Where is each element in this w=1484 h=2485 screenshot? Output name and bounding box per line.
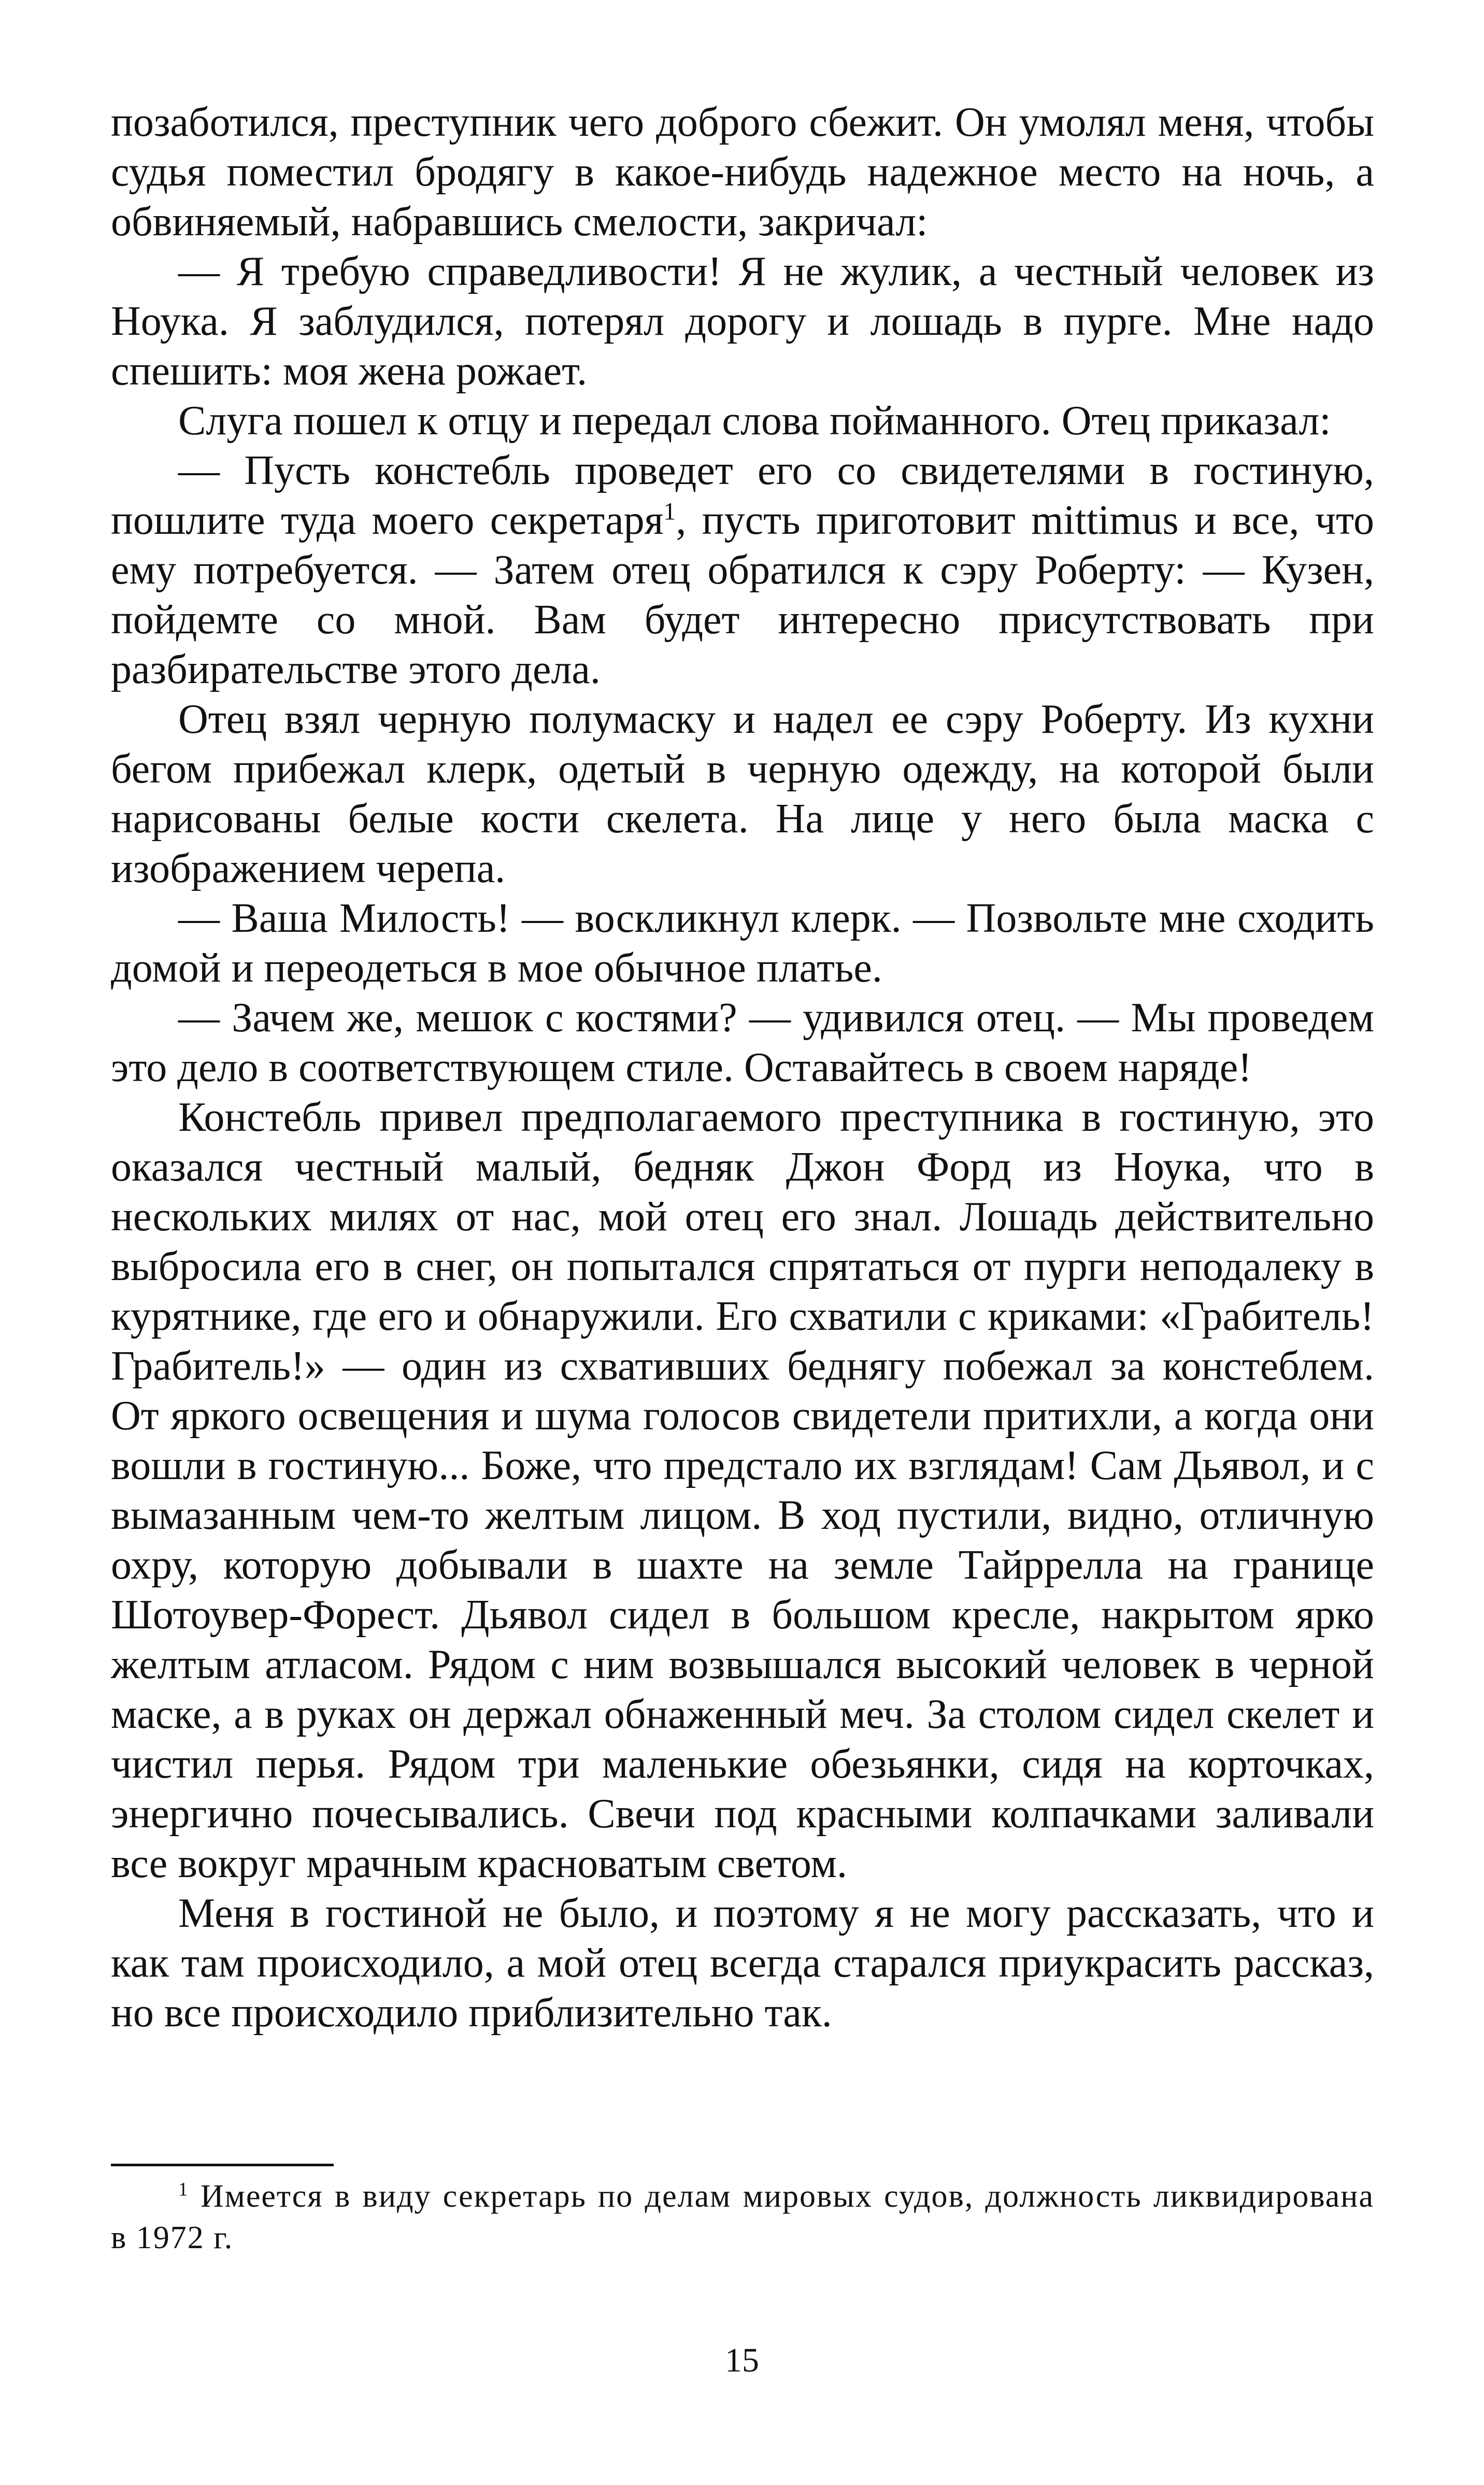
paragraph-continuation: позаботился, преступник чего доброго сбежит. Он умолял меня, чтобы судья поместил бродягу в какое-нибудь надежное место на ночь, а обвиняемый, набравшись смелости, закричал: bbox=[111, 100, 1374, 245]
paragraph-dialogue-with-footnote bbox=[111, 446, 1374, 694]
footnote-marker: 1 bbox=[178, 2179, 189, 2200]
paragraph-text-before-ref: — Пусть констебль проведет его со свидетелями в гостиную, пошлите туда моего секретаря bbox=[111, 448, 1374, 543]
paragraph-dialogue: — Я требую справедливости! Я не жулик, а честный человек из Ноука. Я заблудился, потерял дорогу и лошадь в пурге. Мне надо спешить: моя жена рожает. bbox=[111, 249, 1374, 394]
main-text bbox=[111, 97, 1374, 2038]
paragraph: Констебль привел предполагаемого преступника в гостиную, это оказался честный малый, бедняк Джон Форд из Ноука, что в нескольких милях от нас, мой отец его знал. Лошадь действительно выбросила его в снег, он попытался спрятаться от пурги неподалеку в курятнике, где его и обнаружили. Его схватили с криками: «Грабитель! Грабитель!» — один из схвативших беднягу побежал за констеблем. От яркого освещения и шума голосов свидетели притихли, а когда они вошли в гостиную... Боже, что предстало их взглядам! Сам Дьявол, и с вымазанным чем-то желтым лицом. В ход пустили, видно, отличную охру, которую добывали в шахте на земле Тайррелла на границе Шотоувер-Форест. Дьявол сидел в большом кресле, накрытом ярко желтым атласом. Рядом с ним возвышался высокий человек в черной маске, а в руках он держал обнаженный меч. За столом сидел скелет и чистил перья. Рядом три маленькие обезьянки, сидя на корточках, энергично почесывались. Свечи под красными колпачками заливали все вокруг мрачным красноватым светом. bbox=[111, 1095, 1374, 1886]
paragraph-dialogue: — Ваша Милость! — воскликнул клерк. — Позвольте мне сходить домой и переодеться в мое обычное платье. bbox=[111, 896, 1374, 991]
footnote bbox=[111, 2176, 1374, 2259]
page-number: 15 bbox=[725, 2341, 759, 2379]
page-body bbox=[111, 97, 1374, 2038]
footnote-divider bbox=[111, 2164, 334, 2166]
paragraph-text-after-ref: , пусть приготовит mittimus и все, что ему потребуется. — Затем отец обратился к сэру Роберту: — Кузен, пойдемте со мной. Вам будет интересно присутствовать при разбирательстве этого дела. bbox=[111, 498, 1374, 692]
footnote-text: Имеется в виду секретарь по делам мировых судов, должность ликвидирована в 1972 г. bbox=[111, 2179, 1374, 2255]
paragraph: Отец взял черную полумаску и надел ее сэру Роберту. Из кухни бегом прибежал клерк, одетый в черную одежду, на которой были нарисованы белые кости скелета. На лице у него была маска с изображением черепа. bbox=[111, 697, 1374, 891]
paragraph-dialogue: — Зачем же, мешок с костями? — удивился отец. — Мы проведем это дело в соответствующем стиле. Оставайтесь в своем наряде! bbox=[111, 995, 1374, 1090]
paragraph: Меня в гостиной не было, и поэтому я не могу рассказать, что и как там происходило, а мой отец всегда старался приукрасить рассказ, но все происходило приблизительно так. bbox=[111, 1891, 1374, 2036]
footnote-reference: 1 bbox=[663, 498, 676, 526]
paragraph: Слуга пошел к отцу и передал слова пойманного. Отец приказал: bbox=[178, 398, 1331, 444]
